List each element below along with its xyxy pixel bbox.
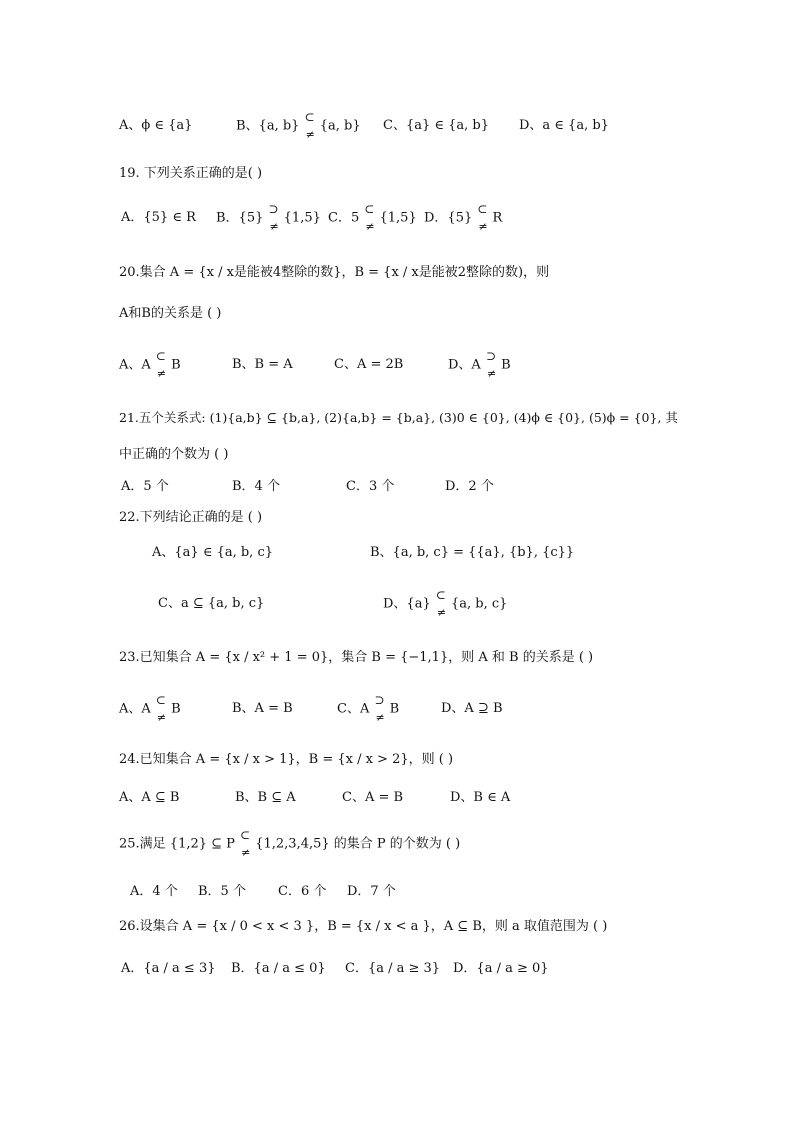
q24-option-b: B、B ⊆ A — [235, 790, 296, 805]
q21-stem: 21.五个关系式: (1){a,b} ⊆ {b,a}, (2){a,b} = {b,a}, (3)0 ∈ {0}, (4)ϕ ∈ {0}, (5)ϕ = {0}, 其 — [119, 410, 678, 425]
q20-option-a-right: B — [171, 357, 181, 373]
q19-option-b-left: B．{5} — [216, 210, 264, 226]
q22-option-d-right: {a, b, c} — [451, 596, 508, 612]
q20-stem-line2: A和B的关系是 ( ) — [119, 306, 222, 321]
q20-stem: 20.集合 A = {x / x是能被4整除的数}，B = {x / x是能被2整除的数)，则 — [119, 265, 550, 280]
q19-option-d — [424, 202, 503, 233]
q25-stem-right: {1,2,3,4,5} 的集合 P 的个数为 ( ) — [255, 836, 461, 852]
q26-option-a: A．{a / a ≤ 3} — [121, 961, 216, 976]
q24-option-d: D、B ∈ A — [450, 790, 511, 805]
q19-option-c-left: C．5 — [328, 210, 360, 226]
proper-subset-symbol: ⊂ ≠ — [304, 110, 315, 141]
q25-option-a: A．4 个 — [130, 884, 178, 899]
proper-subset-symbol: ⊂ ≠ — [364, 202, 375, 233]
q26-stem: 26.设集合 A = {x / 0 < x < 3 }，B = {x / x < a }，A ⊆ B，则 a 取值范围为 ( ) — [119, 919, 608, 934]
proper-subset-symbol: ⊂ ≠ — [477, 202, 488, 233]
q19-option-a: A．{5} ∈ R — [121, 210, 196, 225]
q24-stem: 24.已知集合 A = {x / x > 1}，B = {x / x > 2}，则 ( ) — [119, 752, 454, 767]
q24-option-a: A、A ⊆ B — [119, 790, 180, 805]
q18-option-b — [236, 110, 361, 141]
q20-option-c: C、A = 2B — [334, 357, 404, 372]
q22-option-b: B、{a, b, c} = {{a}, {b}, {c}} — [370, 545, 575, 560]
q25-option-b: B．5 个 — [198, 884, 246, 899]
q20-option-d-right: B — [501, 357, 511, 373]
q23-option-c-left: C、A — [337, 701, 370, 717]
q19-option-c — [328, 202, 417, 233]
q23-option-d: D、A ⊇ B — [441, 701, 503, 716]
q22-option-c: C、a ⊆ {a, b, c} — [158, 596, 265, 611]
q23-stem: 23.已知集合 A = {x / x² + 1 = 0}，集合 B = {−1,1}，则 A 和 B 的关系是 ( ) — [119, 650, 594, 665]
q26-option-d: D．{a / a ≥ 0} — [453, 961, 549, 976]
q20-option-d-left: D、A — [448, 357, 481, 373]
proper-superset-symbol: ⊃ ≠ — [268, 202, 279, 233]
q25-stem — [119, 828, 461, 859]
q23-option-b: B、A = B — [232, 701, 293, 716]
proper-subset-symbol: ⊂ ≠ — [435, 588, 447, 619]
q21-option-c: C．3 个 — [346, 479, 395, 494]
q18-option-d: D、a ∈ {a, b} — [519, 118, 609, 133]
proper-subset-symbol: ⊂ ≠ — [155, 693, 167, 724]
proper-superset-symbol: ⊃ ≠ — [485, 349, 497, 380]
q25-option-c: C．6 个 — [278, 884, 327, 899]
q18-option-c: C、{a} ∈ {a, b} — [383, 118, 490, 133]
q18-option-b-right: {a, b} — [319, 118, 361, 134]
q23-option-a-left: A、A — [119, 701, 151, 717]
q25-stem-left: 25.满足 {1,2} ⊆ P — [119, 836, 235, 852]
q19-option-d-right: R — [492, 210, 503, 226]
q20-option-d — [448, 349, 511, 380]
q20-option-b: B、B = A — [232, 357, 293, 372]
q21-option-b: B．4 个 — [232, 479, 280, 494]
q19-stem: 19. 下列关系正确的是( ) — [119, 166, 263, 181]
proper-subset-symbol: ⊂ ≠ — [240, 828, 251, 859]
q19-option-b-right: {1,5} — [283, 210, 321, 226]
q22-option-a: A、{a} ∈ {a, b, c} — [152, 545, 273, 560]
q21-option-a: A．5 个 — [121, 479, 169, 494]
q22-stem: 22.下列结论正确的是 ( ) — [119, 510, 263, 525]
q22-option-d — [383, 588, 508, 619]
q18-option-b-left: B、{a, b} — [236, 118, 300, 134]
q24-option-c: C、A = B — [342, 790, 404, 805]
q23-option-a — [119, 693, 181, 724]
q26-option-c: C．{a / a ≥ 3} — [345, 961, 441, 976]
q19-option-b — [216, 202, 321, 233]
q26-option-b: B．{a / a ≤ 0} — [231, 961, 326, 976]
q19-option-c-right: {1,5} — [379, 210, 417, 226]
q18-option-a: A、ϕ ∈ {a} — [119, 118, 193, 133]
q22-option-d-left: D、{a} — [383, 596, 431, 612]
q20-option-a-left: A、A — [119, 357, 151, 373]
q21-stem-line2: 中正确的个数为 ( ) — [119, 447, 229, 462]
q19-option-d-left: D．{5} — [424, 210, 473, 226]
q25-option-d: D．7 个 — [347, 884, 396, 899]
proper-subset-symbol: ⊂ ≠ — [155, 349, 167, 380]
q20-option-a — [119, 349, 181, 380]
q21-option-d: D．2 个 — [445, 479, 494, 494]
q23-option-c-right: B — [389, 701, 400, 717]
q23-option-a-right: B — [171, 701, 181, 717]
q23-option-c — [337, 693, 400, 724]
proper-superset-symbol: ⊃ ≠ — [374, 693, 385, 724]
